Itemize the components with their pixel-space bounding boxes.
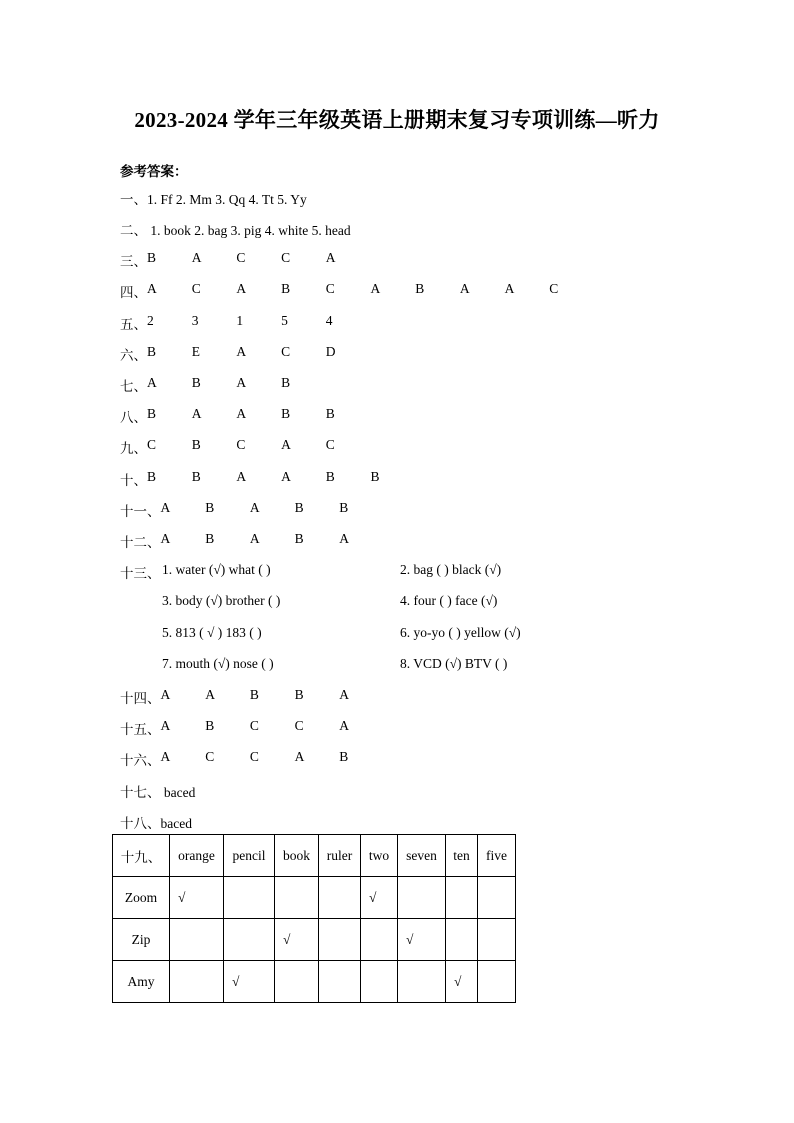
column-header: orange [170, 835, 224, 877]
column-header: book [275, 835, 319, 877]
check-cell [398, 961, 446, 1003]
choice-pair: 6. yo-yo ( ) yellow (√) [400, 625, 521, 640]
choice-pair: 3. body (√) brother ( ) [162, 593, 281, 608]
table-row [113, 877, 516, 919]
answer-choice: A [160, 718, 171, 733]
column-header: two [361, 835, 398, 877]
check-cell [398, 877, 446, 919]
table-header-row [113, 835, 516, 877]
column-header: five [478, 835, 516, 877]
section-number: 十九、 [113, 835, 170, 877]
check-cell [478, 961, 516, 1003]
check-cell [275, 961, 319, 1003]
answer-choice: A [339, 531, 350, 546]
answer-choice: B [370, 469, 380, 484]
answer-choice: C [294, 718, 304, 733]
answer-choice: A [339, 687, 350, 702]
choice-pair: 1. water (√) what ( ) [162, 562, 271, 577]
column-header: ruler [319, 835, 361, 877]
check-cell [275, 877, 319, 919]
section-number: 十、 [120, 473, 147, 488]
answer-text: 1. Ff 2. Mm 3. Qq 4. Tt 5. Yy [147, 192, 307, 207]
answer-choice: A [191, 406, 202, 421]
answer-choice: 2 [147, 313, 154, 328]
check-cell [170, 961, 224, 1003]
answer-line [120, 718, 350, 738]
check-cell [224, 877, 275, 919]
answer-text: baced [160, 785, 196, 800]
answer-choice: 3 [191, 313, 199, 328]
answer-line [120, 313, 333, 333]
answer-line [120, 500, 349, 520]
answer-choice: C [191, 281, 201, 296]
check-cell [361, 961, 398, 1003]
answer-choice: C [147, 437, 157, 452]
section-number: 十一、 [120, 504, 161, 519]
answer-choice: A [147, 375, 157, 390]
answer-text: 1. book 2. bag 3. pig 4. white 5. head [147, 223, 351, 238]
answers-label: 参考答案： [120, 164, 188, 179]
answer-choice: B [294, 531, 304, 546]
answer-choice: C [236, 250, 246, 265]
answer-choice: B [294, 687, 304, 702]
section-number: 十二、 [120, 535, 161, 550]
answer-line [120, 219, 351, 239]
page-title: 2023-2024 学年三年级英语上册期末复习专项训练—听力 [134, 108, 660, 132]
section-number: 十四、 [120, 691, 161, 706]
answer-choice: 4 [325, 313, 333, 328]
row-label: Amy [113, 961, 170, 1003]
section-number: 三、 [120, 254, 147, 269]
answer-choice: A [236, 375, 247, 390]
answer-choice: C [205, 749, 215, 764]
check-cell: √ [361, 877, 398, 919]
answer-choice: A [236, 344, 247, 359]
answer-choice: A [325, 250, 336, 265]
answer-choice: 5 [281, 313, 288, 328]
answer-choice: A [249, 500, 260, 515]
check-cell [446, 877, 478, 919]
answer-choice: B [281, 406, 291, 421]
answer-choice: C [325, 281, 335, 296]
answer-line [120, 375, 291, 395]
check-cell: √ [398, 919, 446, 961]
answer-choice: 1 [236, 313, 244, 328]
row-label: Zip [113, 919, 170, 961]
answer-line [120, 281, 559, 301]
answer-choice: A [370, 281, 381, 296]
answer-choice: B [205, 718, 215, 733]
answer-table-19 [112, 834, 516, 1003]
answer-choice: B [147, 344, 157, 359]
answer-choice: A [147, 281, 157, 296]
answer-choice: B [147, 250, 157, 265]
answer-choice: A [504, 281, 515, 296]
answer-choice: B [205, 500, 215, 515]
answer-choice: B [325, 469, 335, 484]
answer-choice: B [339, 500, 349, 515]
answer-choice: A [459, 281, 470, 296]
table-row [113, 961, 516, 1003]
answer-line [120, 812, 192, 832]
answer-choice: A [281, 437, 291, 452]
answer-choice: B [281, 281, 291, 296]
answer-line [120, 437, 335, 457]
check-cell: √ [170, 877, 224, 919]
check-cell [224, 919, 275, 961]
answer-choice: B [339, 749, 349, 764]
section-number: 七、 [120, 379, 147, 394]
check-cell: √ [275, 919, 319, 961]
answer-line [120, 469, 380, 489]
answer-choice: B [147, 469, 157, 484]
check-cell: √ [224, 961, 275, 1003]
answer-line [120, 687, 350, 707]
check-cell [319, 961, 361, 1003]
choice-pair: 7. mouth (√) nose ( ) [162, 656, 274, 671]
answer-choice: A [281, 469, 291, 484]
answer-choice: B [281, 375, 291, 390]
answer-line-13 [120, 562, 502, 582]
answer-choice: D [325, 344, 336, 359]
answer-line [120, 250, 336, 270]
answer-choice: C [549, 281, 559, 296]
answer-choice: A [160, 500, 171, 515]
check-cell [170, 919, 224, 961]
answer-choice: A [191, 250, 202, 265]
choice-pair: 8. VCD (√) BTV ( ) [400, 656, 508, 671]
row-label: Zoom [113, 877, 170, 919]
answer-line [120, 406, 335, 426]
section-number: 六、 [120, 348, 147, 363]
check-cell [446, 919, 478, 961]
answer-choice: E [191, 344, 200, 359]
choice-pair: 2. bag ( ) black (√) [400, 562, 502, 577]
answer-choice: B [325, 406, 335, 421]
answer-choice: B [205, 531, 215, 546]
answer-choice: A [160, 687, 171, 702]
check-cell [319, 877, 361, 919]
answer-choice: C [236, 437, 246, 452]
check-cell: √ [446, 961, 478, 1003]
answer-text: baced [160, 816, 192, 831]
section-number: 五、 [120, 317, 147, 332]
check-cell [319, 919, 361, 961]
answer-choice: C [249, 718, 259, 733]
section-number: 十七、 [120, 785, 161, 800]
choice-pair: 4. four ( ) face (√) [400, 593, 498, 608]
check-cell [478, 877, 516, 919]
answer-choice: B [415, 281, 425, 296]
section-number: 十六、 [120, 753, 161, 768]
table-row [113, 919, 516, 961]
answer-choice: C [281, 250, 291, 265]
answer-choice: B [191, 437, 201, 452]
check-cell [478, 919, 516, 961]
answer-choice: A [249, 531, 260, 546]
column-header: ten [446, 835, 478, 877]
answer-choice: A [236, 406, 247, 421]
answer-line [120, 781, 195, 801]
answer-choice: A [205, 687, 215, 702]
answer-choice: A [236, 469, 247, 484]
section-number: 十五、 [120, 722, 161, 737]
section-number: 十三、 [120, 566, 161, 581]
section-number: 一、 [120, 192, 147, 207]
answer-choice: A [339, 718, 350, 733]
answer-choice: A [294, 749, 305, 764]
section-number: 九、 [120, 441, 147, 456]
section-number: 四、 [120, 285, 147, 300]
answer-choice: A [236, 281, 247, 296]
answer-line [120, 531, 350, 551]
column-header: pencil [224, 835, 275, 877]
check-cell [361, 919, 398, 961]
answer-line [120, 749, 349, 769]
section-number: 八、 [120, 410, 147, 425]
section-number: 二、 [120, 223, 147, 238]
answer-line [120, 344, 336, 364]
answer-choice: C [249, 749, 259, 764]
choice-pair: 5. 813 ( √ ) 183 ( ) [162, 625, 262, 640]
answer-choice: C [281, 344, 291, 359]
answer-choice: B [191, 469, 201, 484]
section-number: 十八、 [120, 816, 161, 831]
column-header: seven [398, 835, 446, 877]
answer-choice: A [160, 531, 171, 546]
answer-choice: C [325, 437, 335, 452]
answer-choice: A [160, 749, 171, 764]
answer-line [120, 188, 307, 208]
answer-choice: B [147, 406, 157, 421]
answer-choice: B [294, 500, 304, 515]
answer-choice: B [191, 375, 201, 390]
answer-choice: B [249, 687, 259, 702]
